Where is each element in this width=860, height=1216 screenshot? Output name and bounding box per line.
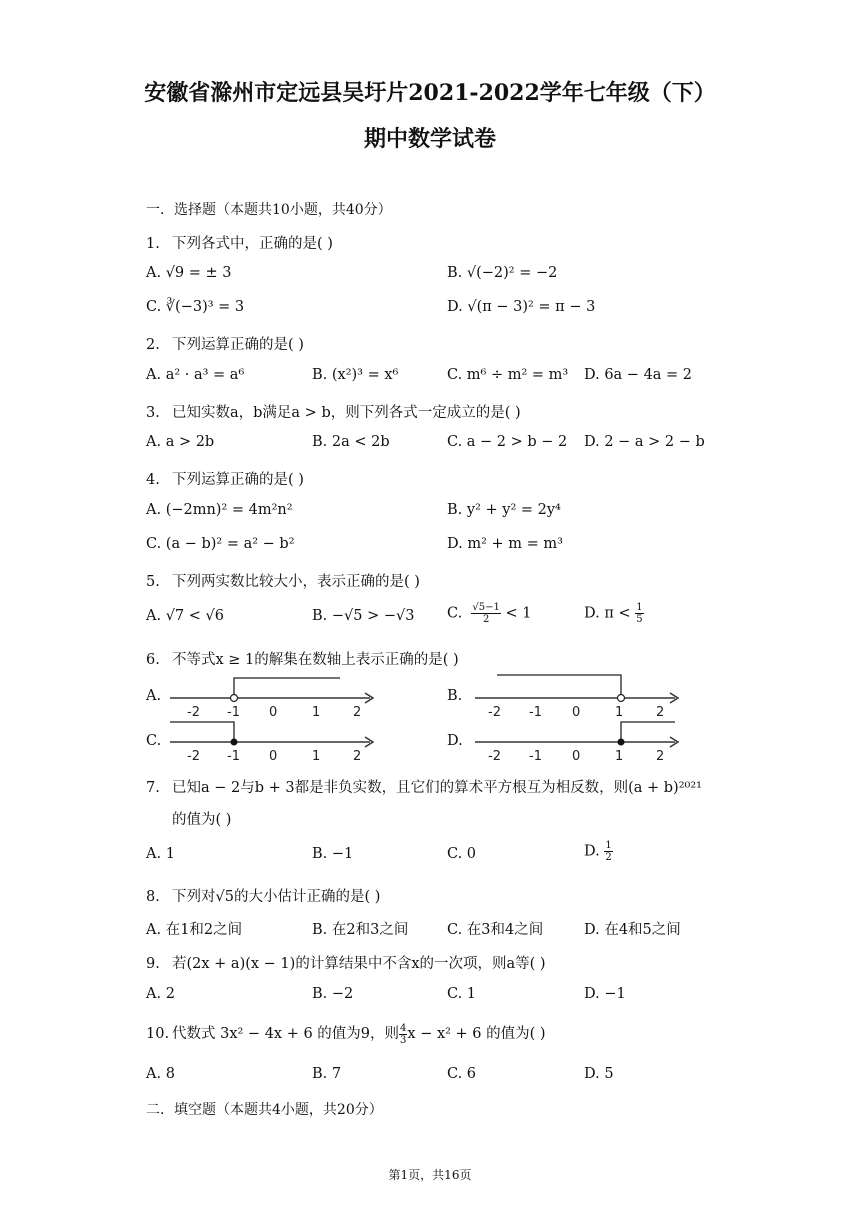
q9-option-c[interactable]: C. 1 bbox=[447, 986, 477, 1002]
q5c-fraction: $\frac{√5-1}{2}$ bbox=[472, 602, 500, 625]
svg-text:0: 0 bbox=[269, 705, 278, 720]
closed-point-icon bbox=[231, 739, 238, 746]
q10-option-b[interactable]: B. 7 bbox=[312, 1066, 342, 1082]
q7-option-a[interactable]: A. 1 bbox=[146, 846, 175, 862]
q9-option-d[interactable]: D. −1 bbox=[584, 986, 626, 1002]
q6-number-line-c bbox=[165, 716, 380, 764]
q4-option-d[interactable]: D. m² + m = m³ bbox=[447, 536, 563, 552]
page-footer: 第1页，共16页 bbox=[388, 1168, 472, 1182]
q1-option-c[interactable]: C. ∛(−3)³ = 3 bbox=[146, 299, 245, 315]
question-10: 10. 代数式 3x² − 4x + 6 的值为9，则 $\frac{4}{3}$ x − x² + 6 的值为( ) bbox=[146, 1022, 546, 1046]
question-7: 7. 已知a − 2与b + 3都是非负实数，且它们的算术平方根互为相反数，则(a + b)²⁰²¹ bbox=[146, 780, 702, 796]
svg-text:-2: -2 bbox=[187, 749, 200, 764]
question-2: 2. 下列运算正确的是( ) bbox=[146, 337, 304, 353]
q7-option-b[interactable]: B. −1 bbox=[312, 846, 354, 862]
q9-option-b[interactable]: B. −2 bbox=[312, 986, 354, 1002]
q5-option-a[interactable]: A. √7 < √6 bbox=[146, 608, 224, 624]
q1-option-a[interactable]: A. √9 = ± 3 bbox=[146, 265, 232, 281]
q7d-fraction: $\frac{1}{2}$ bbox=[605, 840, 612, 863]
question-7-continued: 的值为( ) bbox=[172, 812, 232, 828]
q2-option-d[interactable]: D. 6a − 4a = 2 bbox=[584, 367, 693, 383]
q3-option-d[interactable]: D. 2 − a > 2 − b bbox=[584, 434, 705, 450]
q9-option-a[interactable]: A. 2 bbox=[146, 986, 175, 1002]
svg-text:0: 0 bbox=[269, 749, 278, 764]
q2-option-b[interactable]: B. (x²)³ = x⁶ bbox=[312, 367, 399, 383]
question-8: 8. 下列对√5的大小估计正确的是( ) bbox=[146, 889, 381, 905]
q10-option-a[interactable]: A. 8 bbox=[146, 1066, 175, 1082]
q10-fraction: $\frac{4}{3}$ bbox=[400, 1022, 407, 1046]
q6-number-line-a bbox=[165, 672, 380, 720]
svg-text:-1: -1 bbox=[529, 705, 542, 720]
q8-option-d[interactable]: D. 在4和5之间 bbox=[584, 922, 681, 938]
q6-option-c[interactable]: C. bbox=[146, 733, 162, 749]
svg-text:1: 1 bbox=[615, 705, 624, 720]
q5-option-d[interactable]: D. π < $\frac{1}{5}$ bbox=[584, 602, 643, 625]
title-line-1: 安徽省滁州市定远县吴圩片2021-2022学年七年级（下） bbox=[144, 80, 716, 106]
q3-option-c[interactable]: C. a − 2 > b − 2 bbox=[447, 434, 568, 450]
q6-option-d[interactable]: D. bbox=[447, 733, 463, 749]
svg-text:-1: -1 bbox=[227, 749, 240, 764]
q4-option-c[interactable]: C. (a − b)² = a² − b² bbox=[146, 536, 295, 552]
title-line-2: 期中数学试卷 bbox=[363, 126, 496, 152]
q7-option-c[interactable]: C. 0 bbox=[447, 846, 477, 862]
question-3: 3. 已知实数a，b满足a > b，则下列各式一定成立的是( ) bbox=[146, 405, 521, 421]
q10-option-c[interactable]: C. 6 bbox=[447, 1066, 477, 1082]
q6-option-a[interactable]: A. bbox=[146, 688, 162, 704]
q8-option-b[interactable]: B. 在2和3之间 bbox=[312, 922, 409, 938]
q2-option-a[interactable]: A. a² · a³ = a⁶ bbox=[146, 367, 245, 383]
svg-text:2: 2 bbox=[353, 749, 362, 764]
q7-option-d[interactable]: D. $\frac{1}{2}$ bbox=[584, 840, 612, 863]
svg-text:-2: -2 bbox=[187, 705, 200, 720]
q5-option-b[interactable]: B. −√5 > −√3 bbox=[312, 608, 415, 624]
question-9: 9. 若(2x + a)(x − 1)的计算结果中不含x的一次项，则a等( ) bbox=[146, 956, 546, 972]
q3-option-b[interactable]: B. 2a < 2b bbox=[312, 434, 390, 450]
svg-text:2: 2 bbox=[656, 705, 665, 720]
open-point-icon bbox=[618, 695, 625, 702]
q6-number-line-b bbox=[470, 672, 685, 720]
question-6: 6. 不等式x ≥ 1的解集在数轴上表示正确的是( ) bbox=[146, 652, 459, 668]
section-heading-choice: 一．选择题（本题共10小题，共40分） bbox=[146, 202, 392, 218]
question-5: 5. 下列两实数比较大小，表示正确的是( ) bbox=[146, 574, 420, 590]
q6-option-b[interactable]: B. bbox=[447, 688, 463, 704]
svg-text:1: 1 bbox=[312, 705, 321, 720]
q1-option-d[interactable]: D. √(π − 3)² = π − 3 bbox=[447, 299, 596, 315]
svg-text:2: 2 bbox=[656, 749, 665, 764]
section-heading-fill-blank: 二．填空题（本题共4小题，共20分） bbox=[146, 1102, 383, 1118]
q6-number-line-d bbox=[470, 716, 685, 764]
question-1: 1. 下列各式中，正确的是( ) bbox=[146, 236, 333, 252]
q4-option-a[interactable]: A. (−2mn)² = 4m²n² bbox=[146, 502, 293, 518]
q10-option-d[interactable]: D. 5 bbox=[584, 1066, 614, 1082]
q5-option-c[interactable]: C. $\frac{√5-1}{2}$ < 1 bbox=[447, 602, 532, 625]
q2-option-c[interactable]: C. m⁶ ÷ m² = m³ bbox=[447, 367, 569, 383]
closed-point-icon bbox=[618, 739, 625, 746]
svg-text:-1: -1 bbox=[529, 749, 542, 764]
q4-option-b[interactable]: B. y² + y² = 2y⁴ bbox=[447, 502, 561, 518]
svg-text:1: 1 bbox=[312, 749, 321, 764]
svg-text:2: 2 bbox=[353, 705, 362, 720]
q3-option-a[interactable]: A. a > 2b bbox=[146, 434, 215, 450]
q8-option-c[interactable]: C. 在3和4之间 bbox=[447, 922, 544, 938]
q1-option-b[interactable]: B. √(−2)² = −2 bbox=[447, 265, 558, 281]
q5d-fraction: $\frac{1}{5}$ bbox=[636, 602, 643, 625]
q8-option-a[interactable]: A. 在1和2之间 bbox=[146, 922, 243, 938]
svg-text:0: 0 bbox=[572, 749, 581, 764]
question-4: 4. 下列运算正确的是( ) bbox=[146, 472, 304, 488]
svg-text:-1: -1 bbox=[227, 705, 240, 720]
svg-text:0: 0 bbox=[572, 705, 581, 720]
open-point-icon bbox=[231, 695, 238, 702]
svg-text:1: 1 bbox=[615, 749, 624, 764]
svg-text:-2: -2 bbox=[488, 705, 501, 720]
svg-text:-2: -2 bbox=[488, 749, 501, 764]
